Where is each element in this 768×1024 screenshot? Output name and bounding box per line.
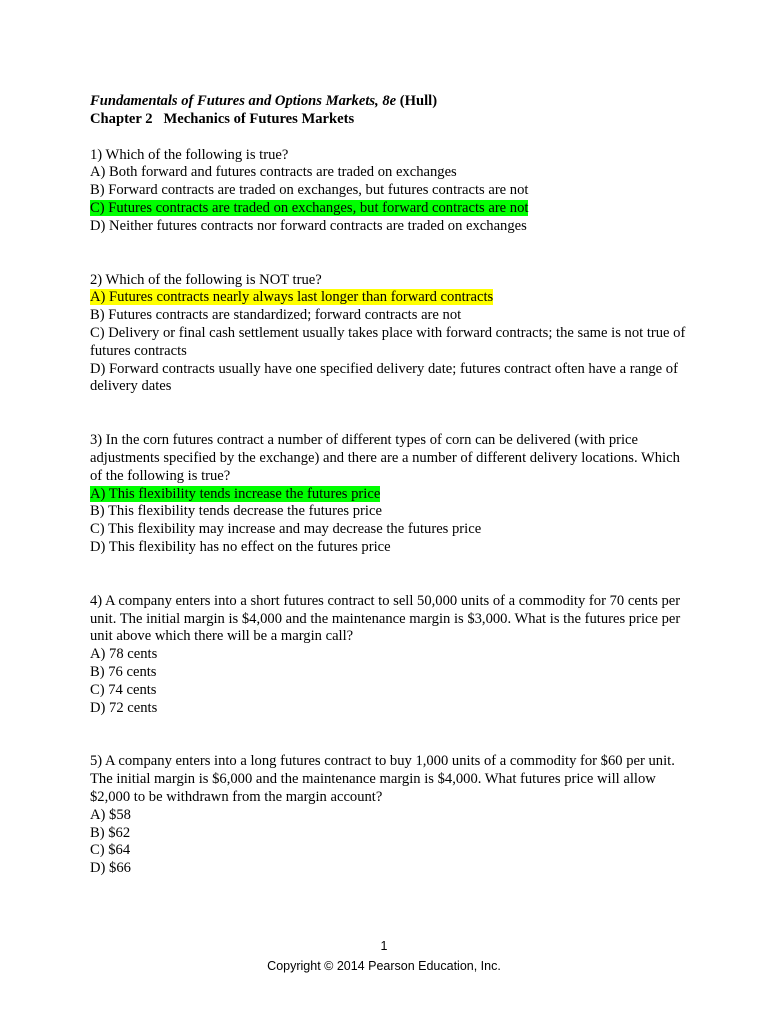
answer-option xyxy=(90,361,690,397)
answer-option-text: D) This flexibility has no effect on the futures price xyxy=(90,538,391,555)
answer-option xyxy=(90,664,690,682)
answer-option-text: B) 76 cents xyxy=(90,663,157,680)
answer-option-text: C) 74 cents xyxy=(90,681,157,698)
answer-option-text: A) 78 cents xyxy=(90,646,158,663)
question-1 xyxy=(90,147,690,236)
answer-option xyxy=(90,182,690,200)
chapter-title: Chapter 2 Mechanics of Futures Markets xyxy=(90,110,355,127)
answer-option-text: B) This flexibility tends decrease the futures price xyxy=(90,503,382,520)
page-number: 1 xyxy=(380,939,388,953)
answer-option-text: C) This flexibility may increase and may decrease the futures price xyxy=(90,521,482,538)
answer-option xyxy=(90,539,690,557)
question-3 xyxy=(90,432,690,557)
book-title-line xyxy=(90,93,690,111)
answer-option-text: C) Futures contracts are traded on exchanges, but forward contracts are not xyxy=(90,199,529,216)
question-2 xyxy=(90,272,690,397)
answer-option-text: D) 72 cents xyxy=(90,699,158,716)
answer-option-text: B) $62 xyxy=(90,824,131,841)
question-stem: 4) A company enters into a short futures contract to sell 50,000 units of a commodity for 70 cents per unit. The initial margin is $4,000 and the maintenance margin is $3,000. What is the futures price per unit above which there will be a margin call? xyxy=(90,592,681,645)
answer-option xyxy=(90,200,690,218)
document-page xyxy=(90,93,690,878)
question-stem: 2) Which of the following is NOT true? xyxy=(90,271,322,288)
answer-option xyxy=(90,700,690,718)
answer-option-text: D) Neither futures contracts nor forward contracts are traded on exchanges xyxy=(90,217,527,234)
answer-option xyxy=(90,842,690,860)
question-stem: 3) In the corn futures contract a number of different types of corn can be delivered (with price adjustments specified by the exchange) and there are a number of different delivery locations. Which of the following is true? xyxy=(90,432,680,484)
answer-option-text: B) Forward contracts are traded on exchanges, but futures contracts are not xyxy=(90,182,529,199)
book-title: Fundamentals of Futures and Options Markets, 8e xyxy=(90,93,397,109)
answer-option xyxy=(90,503,690,521)
answer-option-text: C) $64 xyxy=(90,842,131,859)
answer-option-text: C) Delivery or final cash settlement usually takes place with forward contracts; the same is not true of futures contracts xyxy=(90,324,686,359)
answer-option xyxy=(90,807,690,825)
answer-option xyxy=(90,682,690,700)
answer-option xyxy=(90,521,690,539)
answer-option-text: A) Futures contracts nearly always last longer than forward contracts xyxy=(90,289,494,306)
answer-option xyxy=(90,307,690,325)
question-stem: 5) A company enters into a long futures contract to buy 1,000 units of a commodity for $60 per unit. The initial margin is $6,000 and the maintenance margin is $4,000. What futures price will allow $2,000 to be withdrawn from the margin account? xyxy=(90,753,675,805)
answer-option-text: B) Futures contracts are standardized; forward contracts are not xyxy=(90,307,462,324)
book-author: (Hull) xyxy=(399,93,438,109)
answer-option xyxy=(90,825,690,843)
question-list xyxy=(90,147,690,878)
answer-option-text: A) $58 xyxy=(90,806,131,823)
answer-option xyxy=(90,218,690,236)
answer-option xyxy=(90,486,690,504)
answer-option-text: A) Both forward and futures contracts are traded on exchanges xyxy=(90,164,457,181)
copyright-notice: Copyright © 2014 Pearson Education, Inc. xyxy=(267,959,501,973)
answer-option xyxy=(90,860,690,878)
answer-option xyxy=(90,646,690,664)
answer-option-text: D) Forward contracts usually have one specified delivery date; futures contract often have a range of delivery dates xyxy=(90,360,678,395)
question-stem: 1) Which of the following is true? xyxy=(90,146,289,163)
document-header xyxy=(90,93,690,129)
answer-option xyxy=(90,325,690,361)
answer-option xyxy=(90,164,690,182)
question-5 xyxy=(90,753,690,878)
answer-option-text: A) This flexibility tends increase the futures price xyxy=(90,485,381,502)
answer-option xyxy=(90,289,690,307)
answer-option-text: D) $66 xyxy=(90,860,131,877)
question-4 xyxy=(90,593,690,718)
